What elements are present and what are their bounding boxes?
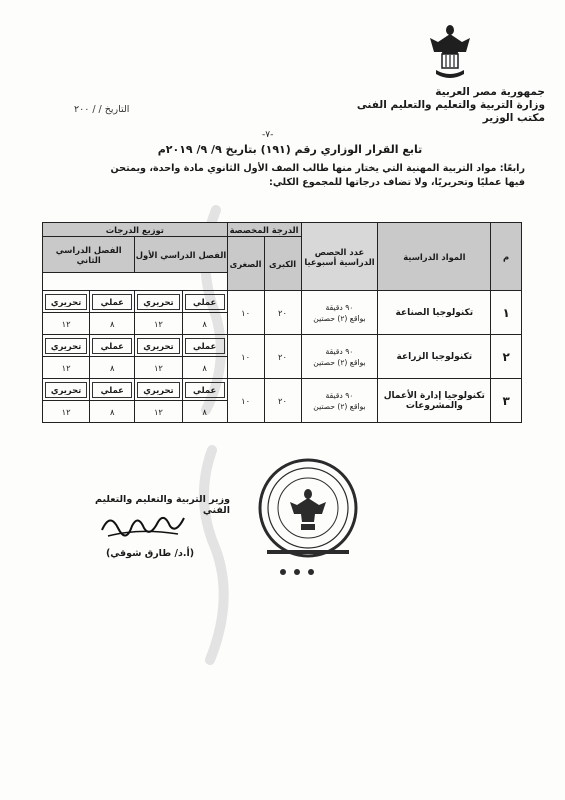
letterhead-ministry: وزارة التربية والتعليم والتعليم الفنى — [356, 99, 545, 111]
row-index: ١ — [491, 291, 522, 335]
t1-written-value: ١٢ — [135, 313, 182, 335]
t1-written-value: ١٢ — [135, 357, 182, 379]
row-index: ٢ — [491, 335, 522, 379]
periods-count: بواقع (٢) حصتين — [313, 357, 366, 367]
official-seal-icon — [253, 450, 363, 585]
t2-practical-value: ٨ — [90, 357, 135, 379]
t2-written-label: تحريري — [45, 338, 87, 354]
t1-practical-label: عملي — [185, 338, 225, 354]
row-subject: تكنولوجيا إدارة الأعمال والمشروعات — [378, 379, 491, 423]
decree-title: تابع القرار الوزاري رقم (١٩١) بتاريخ ٩/ ٩/ ٢٠١٩م — [157, 143, 423, 156]
periods-duration: ٩٠ دقيقة — [325, 302, 354, 312]
header-max: الكبرى — [264, 237, 301, 291]
header-index: م — [491, 223, 522, 291]
eagle-emblem-icon — [428, 22, 472, 80]
signature-icon — [98, 508, 188, 542]
row-min: ١٠ — [227, 291, 264, 335]
date-line: التاريخ / / ٢٠٠ — [74, 104, 130, 115]
row-periods — [301, 291, 378, 335]
header-subject: المواد الدراسية — [378, 223, 491, 291]
t1-practical-value: ٨ — [182, 357, 227, 379]
minister-title: وزير التربية والتعليم والتعليم الفني — [95, 494, 230, 516]
header-min: الصغرى — [227, 237, 264, 291]
row-min: ١٠ — [227, 379, 264, 423]
letterhead-country: جمهورية مصر العربية — [435, 86, 545, 98]
periods-count: بواقع (٢) حصتين — [313, 313, 366, 323]
row-max: ٢٠ — [264, 335, 301, 379]
row-periods — [301, 379, 378, 423]
page-number: -٧- — [262, 130, 274, 140]
minister-name: (أ.د/ طارق شوقي) — [105, 548, 195, 559]
letterhead — [325, 86, 545, 125]
header-term1: الفصل الدراسي الأول — [135, 237, 227, 273]
t1-written-label: تحريري — [137, 294, 179, 310]
row-max: ٢٠ — [264, 379, 301, 423]
t1-written-label: تحريري — [137, 382, 179, 398]
t2-written-value: ١٢ — [43, 313, 90, 335]
t2-practical-value: ٨ — [90, 401, 135, 423]
header-allocated: الدرجة المخصصة — [227, 223, 301, 237]
t2-practical-value: ٨ — [90, 313, 135, 335]
row-subject: تكنولوجيا الزراعة — [378, 335, 491, 379]
periods-duration: ٩٠ دقيقة — [325, 346, 354, 356]
header-distribution: توزيع الدرجات — [43, 223, 228, 237]
row-periods — [301, 335, 378, 379]
periods-duration: ٩٠ دقيقة — [325, 390, 354, 400]
t2-written-value: ١٢ — [43, 401, 90, 423]
t2-written-value: ١٢ — [43, 357, 90, 379]
letterhead-office: مكتب الوزير — [482, 112, 545, 124]
row-index: ٣ — [491, 379, 522, 423]
t2-written-label: تحريري — [45, 294, 87, 310]
row-subject: تكنولوجيا الصناعة — [378, 291, 491, 335]
t2-practical-label: عملي — [92, 294, 132, 310]
t2-written-label: تحريري — [45, 382, 87, 398]
header-term2: الفصل الدراسي الثاني — [43, 237, 135, 273]
t1-written-value: ١٢ — [135, 401, 182, 423]
t1-practical-value: ٨ — [182, 313, 227, 335]
row-min: ١٠ — [227, 335, 264, 379]
periods-count: بواقع (٢) حصتين — [313, 401, 366, 411]
row-max: ٢٠ — [264, 291, 301, 335]
t2-practical-label: عملي — [92, 338, 132, 354]
t1-practical-label: عملي — [185, 382, 225, 398]
header-periods: عدد الحصص الدراسية أسبوعيا — [301, 223, 378, 291]
t1-written-label: تحريري — [137, 338, 179, 354]
t1-practical-label: عملي — [185, 294, 225, 310]
grades-table — [42, 222, 522, 423]
t1-practical-value: ٨ — [182, 401, 227, 423]
intro-text: رابعًا: مواد التربية المهنية التي يختار منها طالب الصف الأول الثانوي مادة واحدة، ويمتحن فيها عمليًا وتحريريًا، ولا تضاف درجاتها للمجموع الكلي: — [110, 163, 525, 188]
t2-practical-label: عملي — [92, 382, 132, 398]
